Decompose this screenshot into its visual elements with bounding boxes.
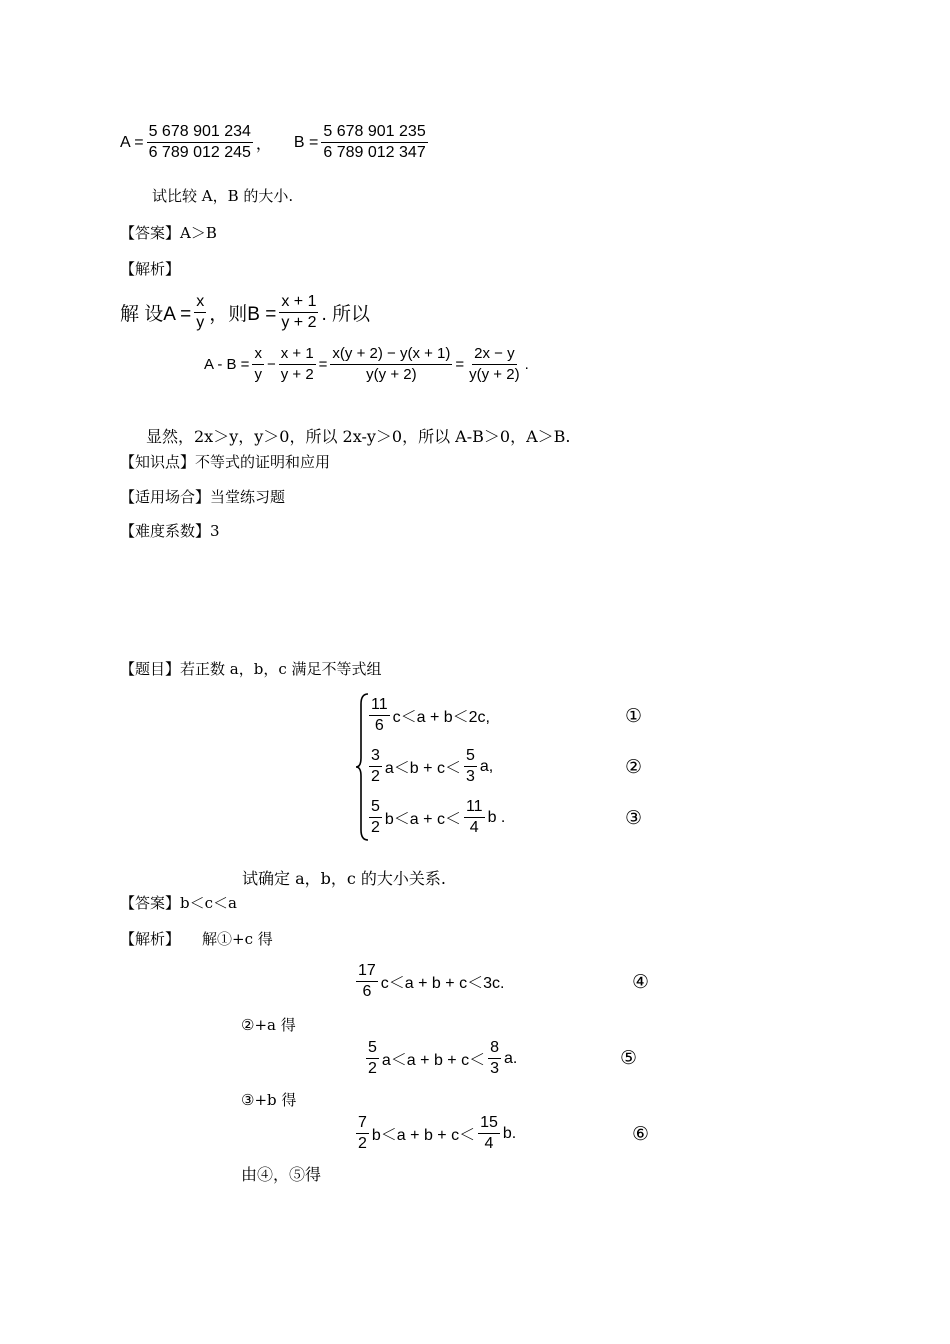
eq5-fraction: [366, 1038, 379, 1079]
solution-b-den: y + 2: [281, 314, 317, 331]
eq4-num: 17: [356, 961, 378, 982]
problem1-answer: 【答案】A＞B: [120, 224, 217, 242]
diff-fraction-2: [279, 344, 316, 385]
mark-4: ④: [632, 971, 650, 993]
eq5-den: 2: [368, 1060, 377, 1077]
step-3: ③+b 得: [241, 1091, 297, 1109]
a-label: A =: [120, 133, 144, 151]
solution-tail: . 所以: [321, 304, 371, 325]
b-label: B =: [293, 133, 319, 151]
solution-a-den: y: [196, 314, 205, 331]
eq4-fraction: [356, 961, 378, 1002]
def-separator: ，: [255, 136, 272, 153]
diff-fraction-4: [467, 344, 521, 385]
row3-fnum: 11: [464, 797, 485, 818]
row1-fraction: [369, 695, 390, 736]
eq6-den: 2: [358, 1135, 367, 1152]
row2-end: a,: [479, 757, 494, 775]
solution-mid: ，则B =: [209, 304, 277, 325]
f1-den: y: [254, 366, 262, 383]
a-denominator: 6 789 012 245: [148, 144, 251, 161]
row3-fden: 4: [469, 819, 479, 836]
f4-den: y(y + 2): [469, 366, 520, 383]
solution-b-num: x + 1: [279, 292, 318, 313]
diff-end: .: [524, 356, 529, 373]
row3-den: 2: [371, 819, 380, 836]
problem1-question: 试比较 A，B 的大小.: [152, 187, 294, 205]
solution-lead: 解 设A =: [120, 304, 192, 325]
row3-fraction: [369, 797, 382, 838]
row3-fraction-right: [464, 797, 485, 838]
problem2-question: 试确定 a，b，c 的大小关系.: [242, 869, 447, 888]
eq4-den: 6: [362, 983, 372, 1000]
solution-setup: [120, 292, 370, 333]
row2-fraction-right: [464, 746, 477, 787]
diff-fraction-3: [330, 344, 452, 385]
b-numerator: 5 678 901 235: [321, 122, 427, 143]
eq6-fden: 4: [484, 1135, 494, 1152]
f2-den: y + 2: [280, 366, 314, 383]
eq6-inequality: b＜a + b + c＜: [371, 1127, 476, 1144]
b-denominator: 6 789 012 347: [323, 144, 426, 161]
problem1-analysis-label: 【解析】: [120, 260, 181, 278]
system-row-2: [369, 746, 493, 787]
row2-fnum: 5: [464, 746, 477, 767]
row3-num: 5: [369, 797, 382, 818]
f2-num: x + 1: [279, 344, 316, 365]
difficulty-coefficient: 【难度系数】3: [120, 522, 220, 540]
eq5-num: 5: [366, 1038, 379, 1059]
solution-a-fraction: [194, 292, 206, 333]
eq4-inequality: c＜a + b + c＜3c.: [380, 975, 505, 992]
row2-fden: 3: [465, 768, 475, 785]
knowledge-point: 【知识点】不等式的证明和应用: [120, 453, 331, 471]
mark-3: ③: [625, 807, 643, 829]
eq6-end: b.: [502, 1124, 517, 1142]
row2-inequality: a＜b + c＜: [384, 760, 461, 777]
a-numerator: 5 678 901 234: [147, 122, 253, 143]
b-fraction: [321, 122, 427, 163]
f1-num: x: [252, 344, 264, 365]
row2-den: 2: [371, 768, 380, 785]
eq6-fnum: 15: [478, 1113, 500, 1134]
row2-fraction: [369, 746, 382, 787]
eq6-fraction-right: [478, 1113, 500, 1154]
f3-num: x(y + 2) − y(x + 1): [330, 344, 452, 365]
step-4: 由④，⑤得: [241, 1165, 322, 1184]
step-2: ②+a 得: [241, 1016, 296, 1034]
mark-6: ⑥: [632, 1123, 650, 1145]
problem1-definition: [120, 122, 431, 163]
eq6-fraction: [356, 1113, 369, 1154]
problem2-answer: 【答案】b＜c＜a: [120, 894, 237, 912]
system-row-1: [369, 695, 490, 736]
equation-4: [356, 961, 504, 1002]
a-fraction: [147, 122, 253, 163]
equation-6: [356, 1113, 516, 1154]
eq5-inequality: a＜a + b + c＜: [381, 1052, 486, 1069]
solution-b-fraction: [279, 292, 318, 333]
eq5-end: a.: [503, 1049, 518, 1067]
problem1-conclusion: 显然，2x＞y，y＞0，所以 2x-y＞0，所以 A-B＞0，A＞B.: [146, 427, 571, 446]
applicable-occasion: 【适用场合】当堂练习题: [120, 488, 286, 506]
row1-num: 11: [369, 695, 390, 716]
solution-a-num: x: [194, 292, 206, 313]
problem2-stem: 【题目】若正数 a，b，c 满足不等式组: [120, 660, 382, 678]
problem2-analysis-label: 【解析】: [120, 930, 181, 948]
analysis-start: 解①+c 得: [202, 930, 273, 948]
eq5-fnum: 8: [488, 1038, 501, 1059]
row1-inequality: c＜a + b＜2c,: [392, 709, 490, 726]
eq6-num: 7: [356, 1113, 369, 1134]
eq5-fden: 3: [490, 1060, 499, 1077]
f4-num: 2x − y: [472, 344, 516, 365]
system-row-3: [369, 797, 505, 838]
diff-minus: −: [266, 356, 276, 373]
eq5-fraction-right: [488, 1038, 501, 1079]
mark-1: ①: [625, 705, 643, 727]
mark-2: ②: [625, 756, 643, 778]
mark-5: ⑤: [620, 1047, 638, 1069]
diff-fraction-1: [252, 344, 264, 385]
diff-eq-1: =: [318, 356, 328, 373]
diff-eq-2: =: [455, 356, 465, 373]
row3-inequality: b＜a + c＜: [384, 811, 461, 828]
row3-end: b .: [487, 808, 506, 826]
row2-num: 3: [369, 746, 382, 767]
f3-den: y(y + 2): [366, 366, 417, 383]
solution-difference: [204, 344, 529, 385]
equation-5: [366, 1038, 517, 1079]
row1-den: 6: [374, 717, 384, 734]
diff-lhs: A - B =: [204, 356, 250, 373]
